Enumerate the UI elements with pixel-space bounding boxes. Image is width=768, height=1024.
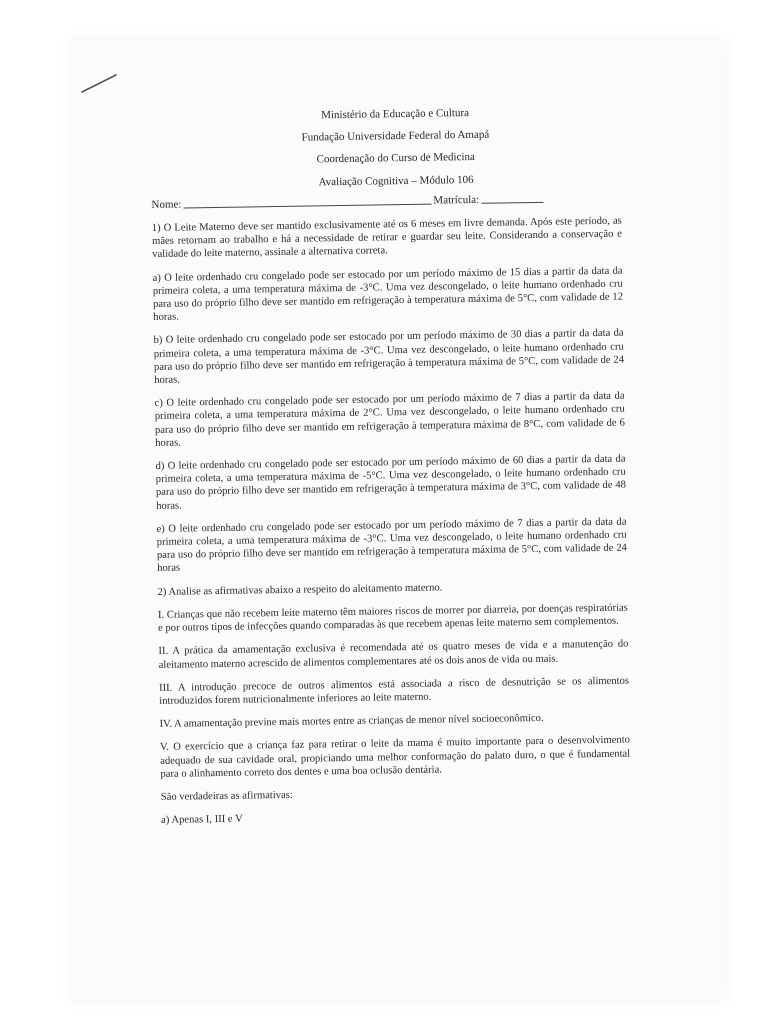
header-assessment: Avaliação Cognitiva – Módulo 106	[318, 173, 474, 188]
question-1-option-b: b) O leite ordenhado cru congelado pode ser estocado por um período máximo de 30 dias a partir da data da primeira coleta, a uma temperatura máxima de -3°C. Uma vez descongelado, o leite humano ordenhado cru para uso do próprio filho deve ser mantido em refrigeração à temperatura máxima de 5°C, com validade de 24 horas.	[153, 328, 625, 387]
question-2-statement-i: I. Crianças que não recebem leite materno têm maiores riscos de morrer por diarreia, por doenças respiratórias e por outros tipos de infecções quando comparadas às que recebem apenas leite materno sem complementos.	[157, 602, 628, 635]
question-2-stem: 2) Analise as afirmativas abaixo a respeito do aleitamento materno.	[157, 582, 443, 598]
matricula-field[interactable]	[481, 193, 543, 204]
question-2-prompt: São verdadeiras as afirmativas:	[160, 789, 293, 803]
question-1-option-e: e) O leite ordenhado cru congelado pode ser estocado por um período máximo de 7 dias a partir da data da primeira coleta, a uma temperatura máxima de -3°C. Uma vez descongelado, o leite humano ordenhado cru para uso do próprio filho deve ser mantido em refrigeração à temperatura máxima de 5°C, com validade de 24 horas	[156, 516, 627, 575]
header-coordination: Coordenação do Curso de Medicina	[316, 151, 475, 166]
pen-stroke-mark	[80, 72, 120, 96]
header-ministry: Ministério da Educação e Cultura	[321, 106, 470, 122]
question-1-stem: 1) O Leite Materno deve ser mantido exclusivamente até os 6 meses em livre demanda. Após este período, as mães retornam ao trabalho e há a necessidade de retirar e guardar seu leite. Considerando a conservação e validade do leite materno, assinale a alternativa correta.	[151, 215, 623, 261]
question-2-statement-v: V. O exercício que a criança faz para retirar o leite da mama é muito importante para o desenvolvimento adequado de sua cavidade oral, propiciando uma melhor conformação do palato duro, o que é fundamental para o alinhamento correto dos dentes e uma boa oclusão dentária.	[159, 734, 631, 780]
nome-label: Nome:	[151, 198, 182, 211]
question-2-option-a: a) Apenas I, III e V	[161, 813, 243, 827]
question-1-option-c: c) O leite ordenhado cru congelado pode ser estocado por um período máximo de 7 dias a partir da data da primeira coleta, a uma temperatura máxima de 2°C. Uma vez descongelado, o leite humano ordenhado cru para uso do próprio filho deve ser mantido em refrigeração à temperatura máxima de 8°C, com validade de 6 horas.	[154, 390, 626, 449]
nome-field[interactable]	[183, 194, 431, 208]
question-1-option-a: a) O leite ordenhado cru congelado pode ser estocado por um período máximo de 15 dias a partir da data da primeira coleta, a uma temperatura máxima de -3°C. Uma vez descongelado, o leite humano ordenhado cru para uso do próprio filho deve ser mantido em refrigeração à temperatura máxima de 5°C, com validade de 12 horas.	[152, 265, 624, 324]
header-university: Fundação Universidade Federal do Amapá	[301, 128, 490, 144]
question-2-statement-iv: IV. A amamentação previne mais mortes entre as crianças de menor nível socioeconômico.	[159, 713, 544, 731]
matricula-label: Matrícula:	[433, 193, 480, 207]
question-2-statement-ii: II. A prática da amamentação exclusiva é recomendada até os quatro meses de vida e a manutenção do aleitamento materno acrescido de alimentos complementares até os dois anos de vida ou mais.	[158, 638, 629, 671]
question-2-statement-iii: III. A introdução precoce de outros alimentos está associada a risco de desnutrição se os alimentos introduzidos forem nutricionalmente inferiores ao leite materno.	[158, 675, 630, 707]
document-header	[170, 105, 621, 192]
student-info-row	[151, 191, 621, 212]
exam-content	[150, 105, 631, 838]
question-1-option-d: d) O leite ordenhado cru congelado pode ser estocado por um período máximo de 60 dias a partir da data da primeira coleta, a uma temperatura máxima de -5°C. Uma vez descongelado, o leite humano ordenhado cru para uso do próprio filho deve ser mantido em refrigeração à temperatura máxima de 3°C, com validade de 48 horas.	[155, 453, 627, 512]
